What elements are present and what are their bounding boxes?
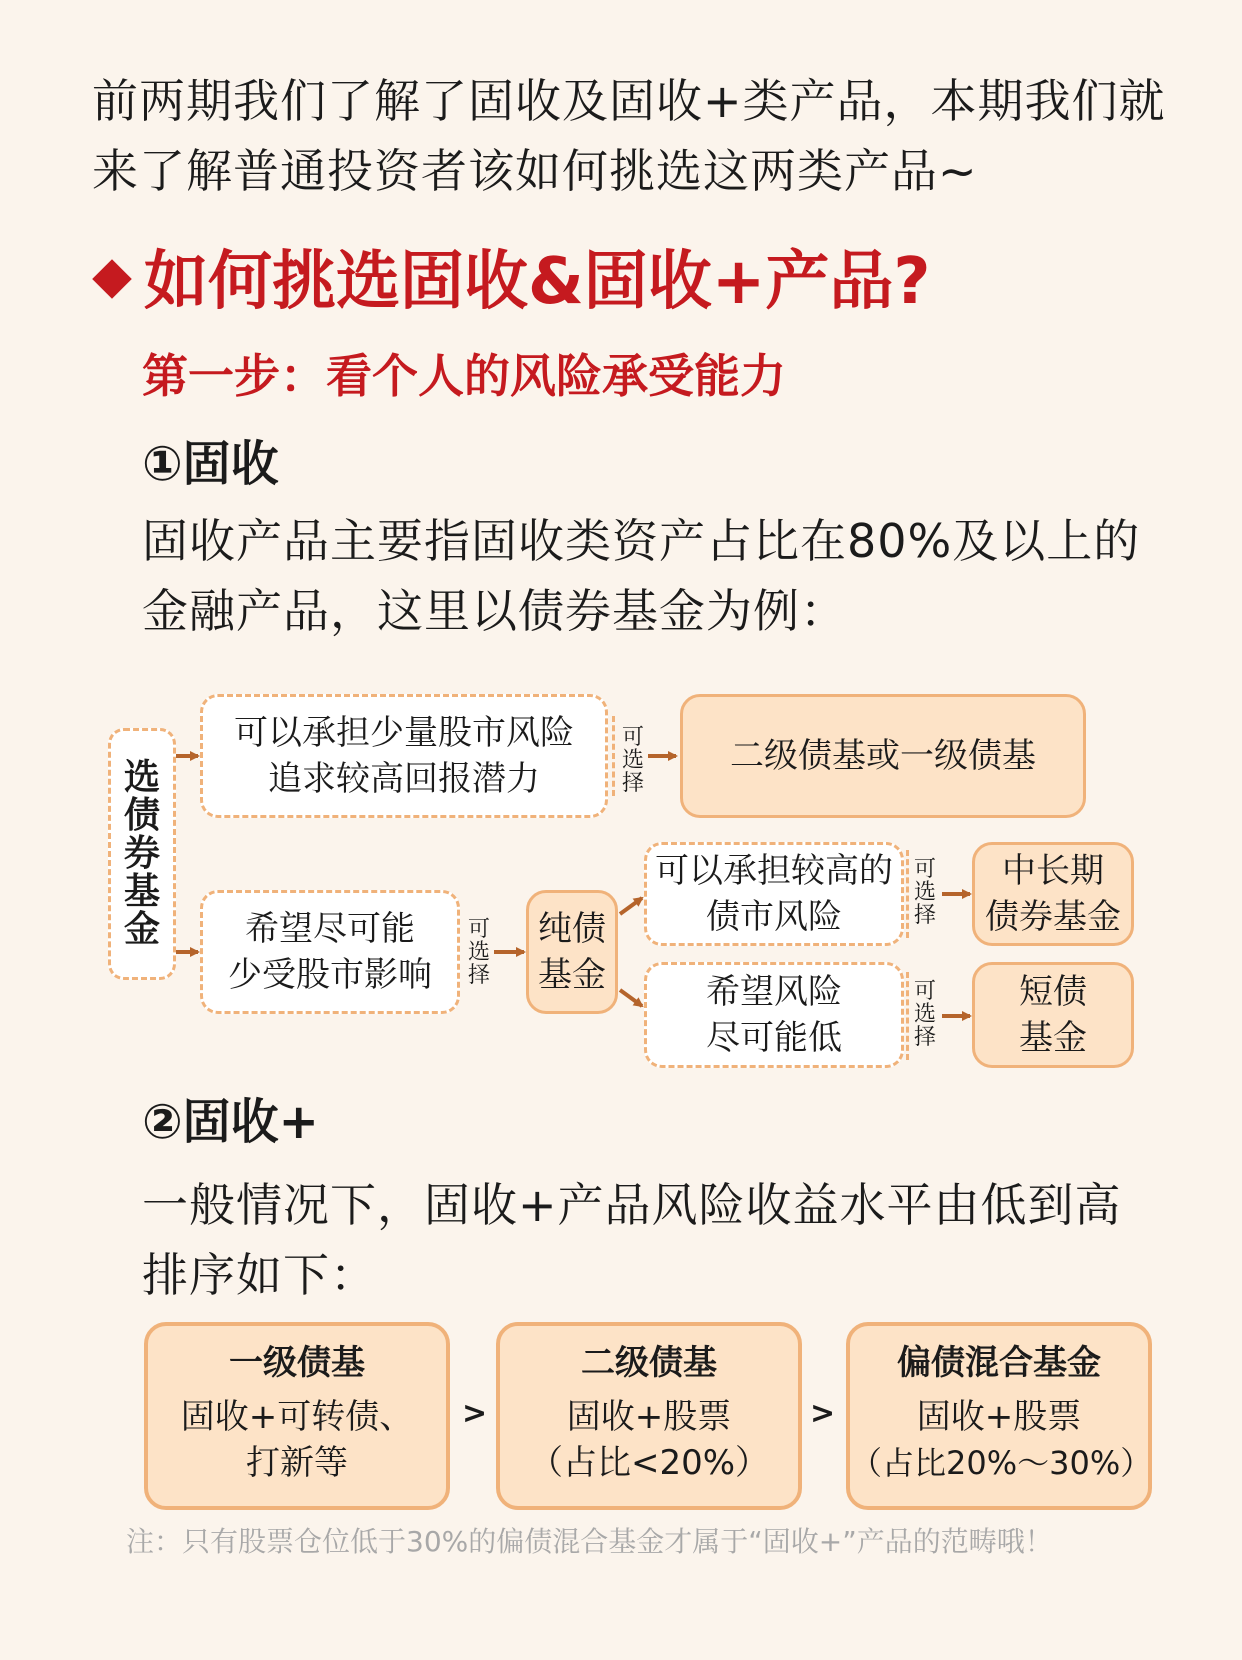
flow-result-b1-line2: 债券基金 (985, 897, 1121, 937)
flow-result-b1-line1: 短债 (1019, 972, 1087, 1012)
arrow-mid-to-b2 (620, 990, 642, 1006)
flow-sub-b2-line1: 希望风险 (706, 972, 842, 1012)
step-heading: 第一步：看个人的风险承受能力 (142, 349, 786, 403)
section2-description: 一般情况下，固收+产品风险收益水平由低到高排序如下： (142, 1178, 1122, 1302)
main-heading-text: 如何挑选固收&固收+产品? (144, 245, 931, 319)
flow-result-a: 二级债基或一级债基 (680, 694, 1086, 818)
compare-box-1-line2: 打新等 (246, 1443, 348, 1483)
flow-option-label-b2: 可选择 (913, 979, 936, 1050)
flow-branch-a-line1: 可以承担少量股市风险 (234, 713, 574, 753)
flow-sub-b1-line1: 可以承担较高的 (655, 851, 893, 891)
section1-description: 固收产品主要指固收类资产占比在80%及以上的金融产品，这里以债券基金为例： (142, 514, 1141, 638)
compare-separator-2: > (810, 1396, 836, 1431)
flow-sub-b2-line2: 尽可能低 (706, 1018, 842, 1058)
flow-root-label: 选债券基金 (123, 757, 160, 950)
section2-title: ②固收+ (142, 1094, 319, 1150)
intro-paragraph: 前两期我们了解了固收及固收+类产品，本期我们就来了解普通投资者该如何挑选这两类产品~ (92, 74, 1166, 198)
compare-box-3-line2: （占比20%～30%） (850, 1444, 1153, 1482)
flow-sub-b1-line2: 债市风险 (706, 897, 842, 937)
flow-result-b1-line1: 中长期 (1002, 851, 1104, 891)
flow-mid-b-line2: 基金 (538, 955, 606, 995)
flow-result-b2-line2: 基金 (1019, 1018, 1087, 1058)
compare-box-2 (496, 1322, 802, 1510)
compare-box-2-line2: （占比<20%） (528, 1443, 770, 1483)
section1-title: ①固收 (142, 436, 279, 492)
compare-box-3-line1: 固收+股票 (916, 1397, 1082, 1437)
compare-box-2-line1: 固收+股票 (566, 1397, 732, 1437)
flow-branch-b-line2: 少受股市影响 (228, 955, 432, 995)
compare-box-3 (846, 1322, 1152, 1510)
compare-box-1 (144, 1322, 450, 1510)
compare-separator-1: > (462, 1396, 488, 1431)
compare-box-3-title: 偏债混合基金 (897, 1343, 1101, 1383)
flow-option-label-b: 可选择 (467, 917, 490, 988)
flow-mid-b-line1: 纯债 (538, 909, 606, 949)
flow-option-label-a: 可选择 (621, 725, 644, 796)
flow-branch-b-line1: 希望尽可能 (245, 909, 415, 949)
flow-option-label-b1: 可选择 (913, 857, 936, 928)
flow-branch-a-line2: 追求较高回报潜力 (268, 759, 540, 799)
arrow-mid-to-b1 (620, 898, 642, 914)
footnote: 注：只有股票仓位低于30%的偏债混合基金才属于“固收+”产品的范畴哦！ (126, 1525, 1053, 1558)
compare-box-2-title: 二级债基 (581, 1343, 717, 1383)
compare-box-1-title: 一级债基 (229, 1343, 365, 1383)
compare-box-1-line1: 固收+可转债、 (180, 1397, 414, 1437)
